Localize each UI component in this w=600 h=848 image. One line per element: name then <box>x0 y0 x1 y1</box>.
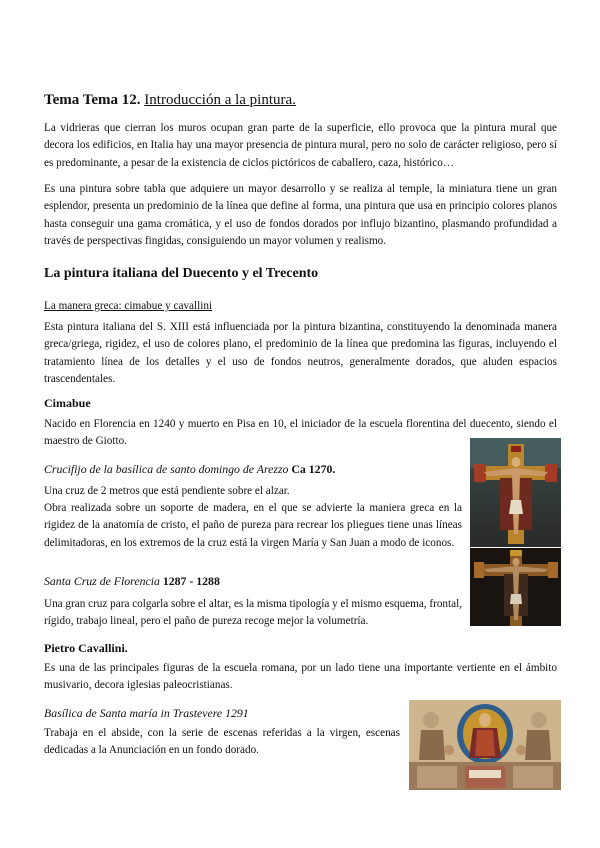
cavallini-work-title: Basílica de Santa maría in Trastevere 1291 <box>44 706 249 720</box>
crucifix-arezzo-image <box>470 438 561 547</box>
title-bold: Tema Tema 12. <box>44 92 141 108</box>
cavallini-heading: Pietro Cavallini. <box>44 641 128 655</box>
section-subheading: La manera greca: cimabue y cavallini <box>44 300 213 312</box>
work1-paragraph-1: Una cruz de 2 metros que está pendiente sobre el alzar. <box>44 485 290 497</box>
cimabue-heading: Cimabue <box>44 396 91 410</box>
crucifix-santa-croce-image <box>470 548 561 626</box>
title-sub: Introducción a la pintura. <box>144 92 296 108</box>
cavallini-work-paragraph: Trabaja en el abside, con la serie de escenas referidas a la virgen, escenas dedicadas a la Anunciación en un fondo dorado. <box>44 727 400 757</box>
work1-caption <box>44 462 335 477</box>
work2-date: 1287 - 1288 <box>162 574 220 588</box>
section-paragraph: Esta pintura italiana del S. XIII está influenciada por la pintura bizantina, constituyendo la denominada manera greca/griega, rigidez, el uso de colores plano, el predominio de la línea que predomina las figuras, incluyendo el tratamiento línea de los detalles y el uso de fondos neutros, generalmente dorados, que aluden espacios trascendentales. <box>44 321 557 386</box>
trastevere-mosaic-image <box>409 700 561 790</box>
work1-title: Crucifijo de la basílica de santo domingo de Arezzo <box>44 462 289 476</box>
intro-paragraph-2: Es una pintura sobre tabla que adquiere un mayor desarrollo y se realiza al temple, la miniatura tiene un gran esplendor, presenta un predominio de la línea que define al forma, una pintura que usa en principio colores planos hasta conseguir una gama cromática, y el uso de fondos dorados por influjo bizantino, plasmando profundidad a través de perspectivas fingidas, consiguiendo un mayor volumen y realismo. <box>44 183 557 248</box>
cimabue-bio: Nacido en Florencia en 1240 y muerto en Pisa en 10, el iniciador de la escuela florentina del duecento, siendo el maestro de Giotto. <box>44 418 557 448</box>
cavallini-work-caption <box>44 706 249 721</box>
work2-caption <box>44 574 220 589</box>
work1-date: Ca 1270. <box>291 462 336 476</box>
page-title <box>44 92 296 109</box>
work2-title: Santa Cruz de Florencia <box>44 574 160 588</box>
work2-paragraph-1: Una gran cruz para colgarla sobre el altar, es la misma tipología y el mismo esquema, frontal, rígido, trabajo lineal, pero el paño de pureza recoge mejor la volumetría. <box>44 598 463 628</box>
work1-paragraph-2: Obra realizada sobre un soporte de madera, en el que se advierte la maniera greca en la rigidez de la anatomía de cristo, el paño de pureza para recrear los pliegues tiene unas líneas delimitadoras, en los extremos de la cruz está la virgen María y San Juan a modo de iconos. <box>44 502 462 549</box>
section-heading: La pintura italiana del Duecento y el Trecento <box>44 266 319 281</box>
intro-paragraph-1: La vidrieras que cierran los muros ocupan gran parte de la superficie, ello provoca que la pintura mural que decora los edificios, en Italia hay una mayor presencia de pintura mural, pero no solo de carácter religioso, pero sí es predominante, a pesar de la existencia de ciclos pictóricos de caballero, caza, histórico… <box>44 122 557 169</box>
cavallini-bio: Es una de las principales figuras de la escuela romana, por un lado tiene una importante vertiente en el ámbito musivario, decora iglesias paleocristianas. <box>44 662 557 692</box>
